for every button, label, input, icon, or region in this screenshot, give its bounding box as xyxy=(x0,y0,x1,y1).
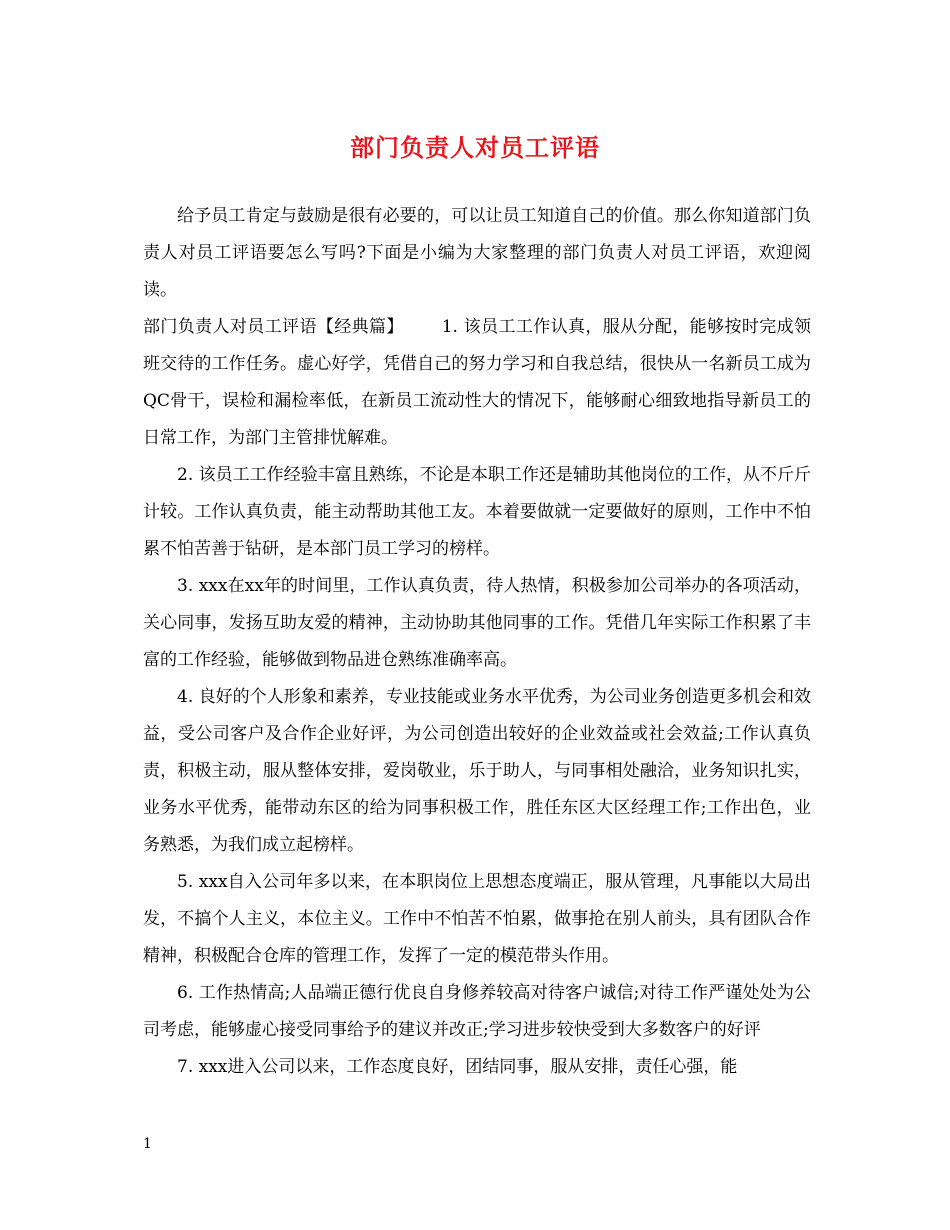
item-2: 2. 该员工工作经验丰富且熟练，不论是本职工作还是辅助其他岗位的工作，从不斤斤计较。工作认真负责，能主动帮助其他工友。本着要做就一定要做好的原则，工作中不怕累不怕苦善于钻研，是本部门员工学习的榜样。 xyxy=(143,465,811,559)
intro-paragraph: 给予员工肯定与鼓励是很有必要的，可以让员工知道自己的价值。那么你知道部门负责人对员工评语要怎么写吗?下面是小编为大家整理的部门负责人对员工评语，欢迎阅读。 xyxy=(143,206,811,300)
document-title: 部门负责人对员工评语 xyxy=(350,133,600,162)
item-3: 3. xxx在xx年的时间里，工作认真负责，待人热情，积极参加公司举办的各项活动，关心同事，发扬互助友爱的精神，主动协助其他同事的工作。凭借几年实际工作积累了丰富的工作经验，能够做到物品进仓熟练准确率高。 xyxy=(143,576,811,670)
item-4: 4. 良好的个人形象和素养，专业技能或业务水平优秀，为公司业务创造更多机会和效益，受公司客户及合作企业好评，为公司创造出较好的企业效益或社会效益;工作认真负责，积极主动，服从整体安排，爱岗敬业，乐于助人，与同事相处融洽，业务知识扎实，业务水平优秀，能带动东区的给为同事积极工作，胜任东区大区经理工作;工作出色，业务熟悉，为我们成立起榜样。 xyxy=(143,687,811,855)
document-body xyxy=(143,198,811,1086)
section-paragraph xyxy=(143,309,811,457)
item-5: 5. xxx自入公司年多以来，在本职岗位上思想态度端正，服从管理，凡事能以大局出发，不搞个人主义，本位主义。工作中不怕苦不怕累，做事抢在别人前头，具有团队合作精神，积极配合仓库的管理工作，发挥了一定的模范带头作用。 xyxy=(143,872,811,966)
item-6: 6. 工作热情高;人品端正德行优良自身修养较高对待客户诚信;对待工作严谨处处为公司考虑，能够虚心接受同事给予的建议并改正;学习进步较快受到大多数客户的好评 xyxy=(143,983,811,1040)
page-number: 1 xyxy=(143,1136,152,1152)
section-heading: 部门负责人对员工评语【经典篇】 xyxy=(143,317,404,337)
item-7: 7. xxx进入公司以来，工作态度良好，团结同事，服从安排，责任心强，能 xyxy=(177,1057,738,1077)
item-1: 1. 该员工工作认真，服从分配，能够按时完成领班交待的工作任务。虚心好学，凭借自己的努力学习和自我总结，很快从一名新员工成为QC骨干，误检和漏检率低，在新员工流动性大的情况下，能够耐心细致地指导新员工的日常工作，为部门主管排忧解难。 xyxy=(143,317,811,448)
